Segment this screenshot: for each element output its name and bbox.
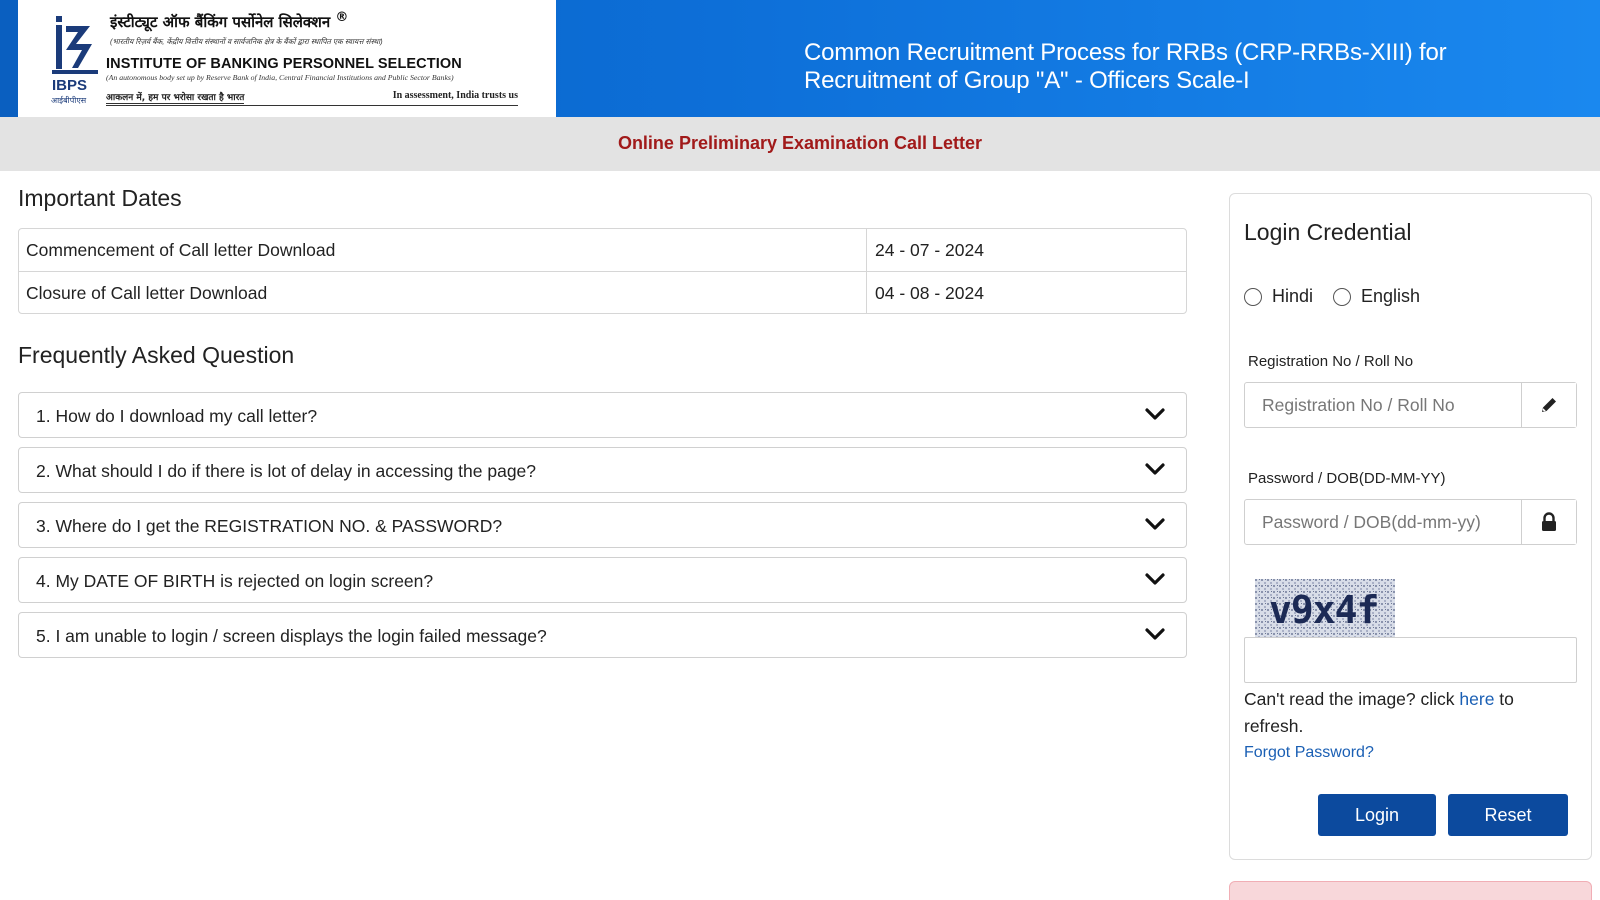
chevron-down-icon[interactable] bbox=[1144, 568, 1166, 590]
reset-button[interactable]: Reset bbox=[1448, 794, 1568, 836]
captcha-refresh-link[interactable]: here bbox=[1459, 689, 1495, 709]
faq-question: 2. What should I do if there is lot of delay in accessing the page? bbox=[36, 461, 537, 481]
language-option-hindi[interactable] bbox=[1244, 286, 1313, 307]
table-row bbox=[19, 229, 1186, 271]
faq-question: 3. Where do I get the REGISTRATION NO. & PASSWORD? bbox=[36, 516, 503, 536]
important-dates-table bbox=[18, 228, 1187, 314]
ibps-emblem-icon bbox=[50, 14, 102, 106]
captcha-input[interactable] bbox=[1244, 637, 1577, 683]
faq-heading: Frequently Asked Question bbox=[18, 342, 295, 368]
logo-english-tagline: In assessment, India trusts us bbox=[392, 90, 518, 101]
faq-question: 5. I am unable to login / screen displays the login failed message? bbox=[36, 626, 547, 646]
radio-button[interactable] bbox=[1333, 288, 1351, 306]
alert-box bbox=[1229, 881, 1592, 900]
emblem-mark-hindi: आईबीपीएस bbox=[51, 96, 87, 105]
logo-hindi-title: इंस्टीट्यूट ऑफ बैंकिंग पर्सोनेल सिलेक्शन ® bbox=[110, 10, 349, 31]
date-value: 04 - 08 - 2024 bbox=[875, 283, 984, 303]
logo-english-subtitle: (An autonomous body set up by Reserve Bank of India, Central Financial Institutions and Public Sector Banks) bbox=[106, 73, 454, 82]
registration-input[interactable] bbox=[1245, 383, 1521, 427]
login-panel bbox=[1229, 193, 1592, 860]
password-label: Password / DOB(DD-MM-YY) bbox=[1248, 470, 1446, 487]
password-input-group bbox=[1244, 499, 1577, 545]
language-option-english[interactable] bbox=[1333, 286, 1420, 307]
radio-label: Hindi bbox=[1272, 286, 1314, 306]
ibps-logo bbox=[18, 0, 556, 117]
logo-taglines bbox=[106, 90, 518, 106]
chevron-down-icon[interactable] bbox=[1144, 513, 1166, 535]
page-header bbox=[0, 0, 1600, 117]
captcha-help-text: Can't read the image? click here to refresh. bbox=[1244, 689, 1514, 736]
page-title-line1: Common Recruitment Process for RRBs (CRP-RRBs-XIII) for bbox=[804, 39, 1447, 66]
faq-item-3[interactable] bbox=[18, 502, 1187, 548]
faq-question: 1. How do I download my call letter? bbox=[36, 406, 318, 426]
faq-question: 4. My DATE OF BIRTH is rejected on login screen? bbox=[36, 571, 434, 591]
page-title-line2: Recruitment of Group "A" - Officers Scale-I bbox=[804, 67, 1250, 94]
page-title bbox=[804, 39, 1504, 95]
date-label: Commencement of Call letter Download bbox=[19, 229, 867, 271]
registration-input-group bbox=[1244, 382, 1577, 428]
captcha-text: v9x4f bbox=[1269, 588, 1379, 632]
important-dates-heading: Important Dates bbox=[18, 185, 182, 211]
date-value: 24 - 07 - 2024 bbox=[875, 240, 984, 260]
login-button[interactable]: Login bbox=[1318, 794, 1436, 836]
table-row bbox=[19, 271, 1186, 313]
radio-label: English bbox=[1361, 286, 1421, 306]
password-input[interactable] bbox=[1245, 500, 1521, 544]
faq-item-4[interactable] bbox=[18, 557, 1187, 603]
forgot-password-link[interactable]: Forgot Password? bbox=[1244, 744, 1374, 761]
emblem-mark-text: IBPS bbox=[52, 77, 88, 94]
captcha-image bbox=[1255, 579, 1395, 637]
logo-english-title: INSTITUTE OF BANKING PERSONNEL SELECTION bbox=[106, 56, 462, 72]
login-title: Login Credential bbox=[1244, 219, 1412, 245]
language-selector bbox=[1244, 286, 1440, 307]
subheader-banner bbox=[0, 117, 1600, 171]
registration-label: Registration No / Roll No bbox=[1248, 353, 1414, 370]
date-label: Closure of Call letter Download bbox=[19, 272, 867, 313]
logo-hindi-tagline: आकलन में, हम पर भरोसा रखता है भारत bbox=[106, 90, 244, 104]
chevron-down-icon[interactable] bbox=[1144, 623, 1166, 645]
chevron-down-icon[interactable] bbox=[1144, 458, 1166, 480]
lock-icon bbox=[1521, 500, 1576, 544]
radio-button[interactable] bbox=[1244, 288, 1262, 306]
faq-item-5[interactable] bbox=[18, 612, 1187, 658]
faq-item-1[interactable] bbox=[18, 392, 1187, 438]
chevron-down-icon[interactable] bbox=[1144, 403, 1166, 425]
faq-item-2[interactable] bbox=[18, 447, 1187, 493]
logo-hindi-subtitle: (भारतीय रिज़र्व बैंक, केंद्रीय वित्तीय संस्थानों व सार्वजनिक क्षेत्र के बैंकों द्वारा स्थापित एक स्वायत्त संस्था) bbox=[110, 37, 383, 46]
banner-title: Online Preliminary Examination Call Letter bbox=[617, 133, 983, 153]
pencil-icon bbox=[1521, 383, 1576, 427]
